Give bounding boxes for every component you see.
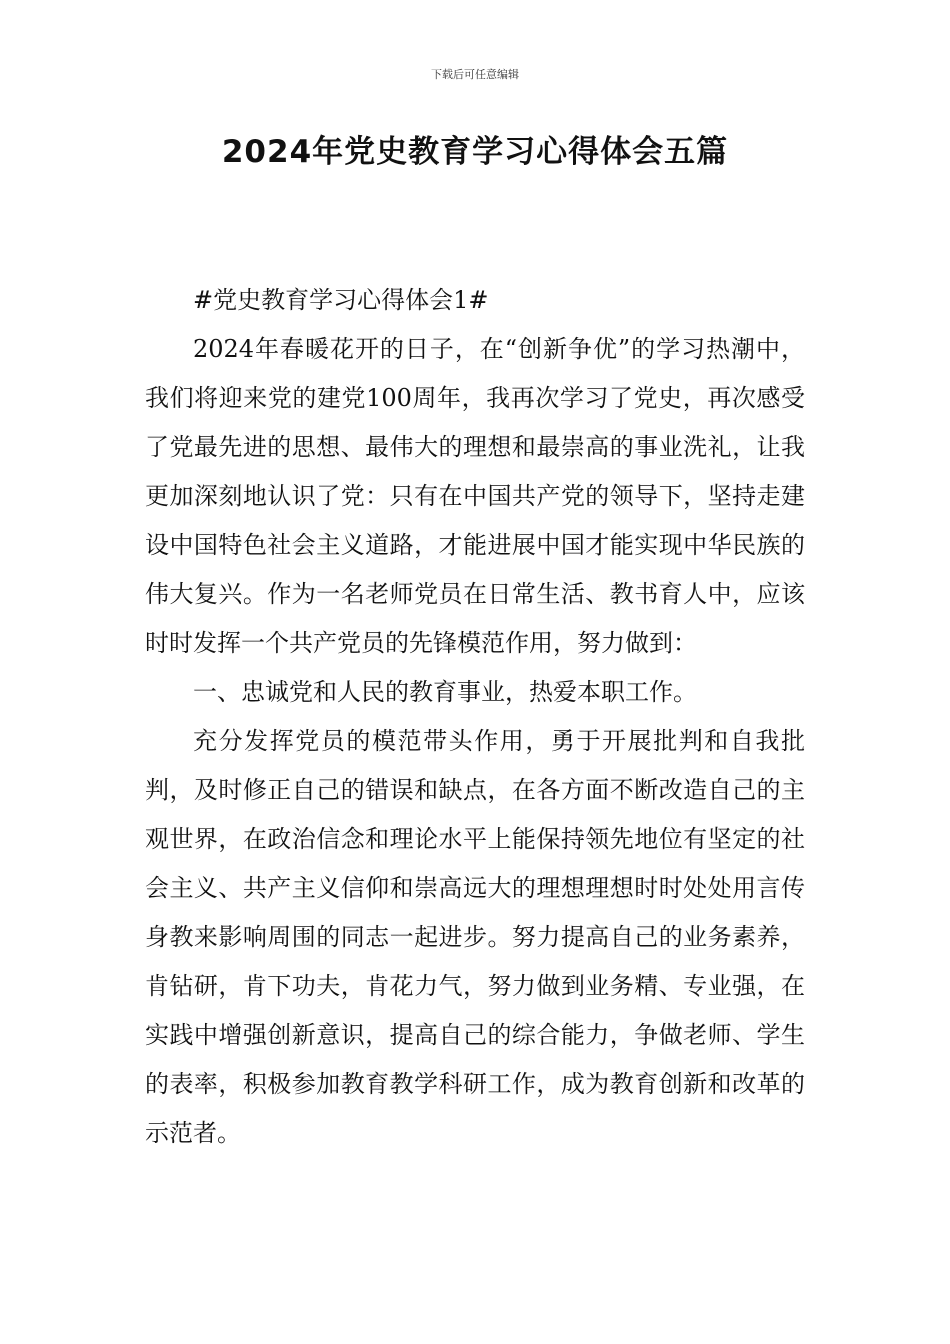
document-title: 2024年党史教育学习心得体会五篇: [221, 134, 729, 170]
paragraph: 2024年春暖花开的日子，在“创新争优”的学习热潮中，我们将迎来党的建党100周年，我再次学习了党史，再次感受了党最先进的思想、最伟大的理想和最崇高的事业洗礼，让我更加深刻地认识了党：只有在中国共产党的领导下，坚持走建设中国特色社会主义道路，才能进展中国才能实现中华民族的伟大复兴。作为一名老师党员在日常生活、教书育人中，应该时时发挥一个共产党员的先锋模范作用，努力做到：: [145, 335, 805, 657]
paragraph: 充分发挥党员的模范带头作用，勇于开展批判和自我批判，及时修正自己的错误和缺点，在各方面不断改造自己的主观世界，在政治信念和理论水平上能保持领先地位有坚定的社会主义、共产主义信仰和崇高远大的理想理想时时处处用言传身教来影响周围的同志一起进步。努力提高自己的业务素养，肯钻研，肯下功夫，肯花力气，努力做到业务精、专业强，在实践中增强创新意识，提高自己的综合能力，争做老师、学生的表率，积极参加教育教学科研工作，成为教育创新和改革的示范者。: [145, 727, 805, 1147]
paragraph: 一、忠诚党和人民的教育事业，热爱本职工作。: [193, 678, 697, 706]
document-body: [145, 276, 805, 1158]
header-note: 下载后可任意编辑: [431, 68, 519, 81]
section-heading: #党史教育学习心得体会1#: [193, 286, 489, 314]
